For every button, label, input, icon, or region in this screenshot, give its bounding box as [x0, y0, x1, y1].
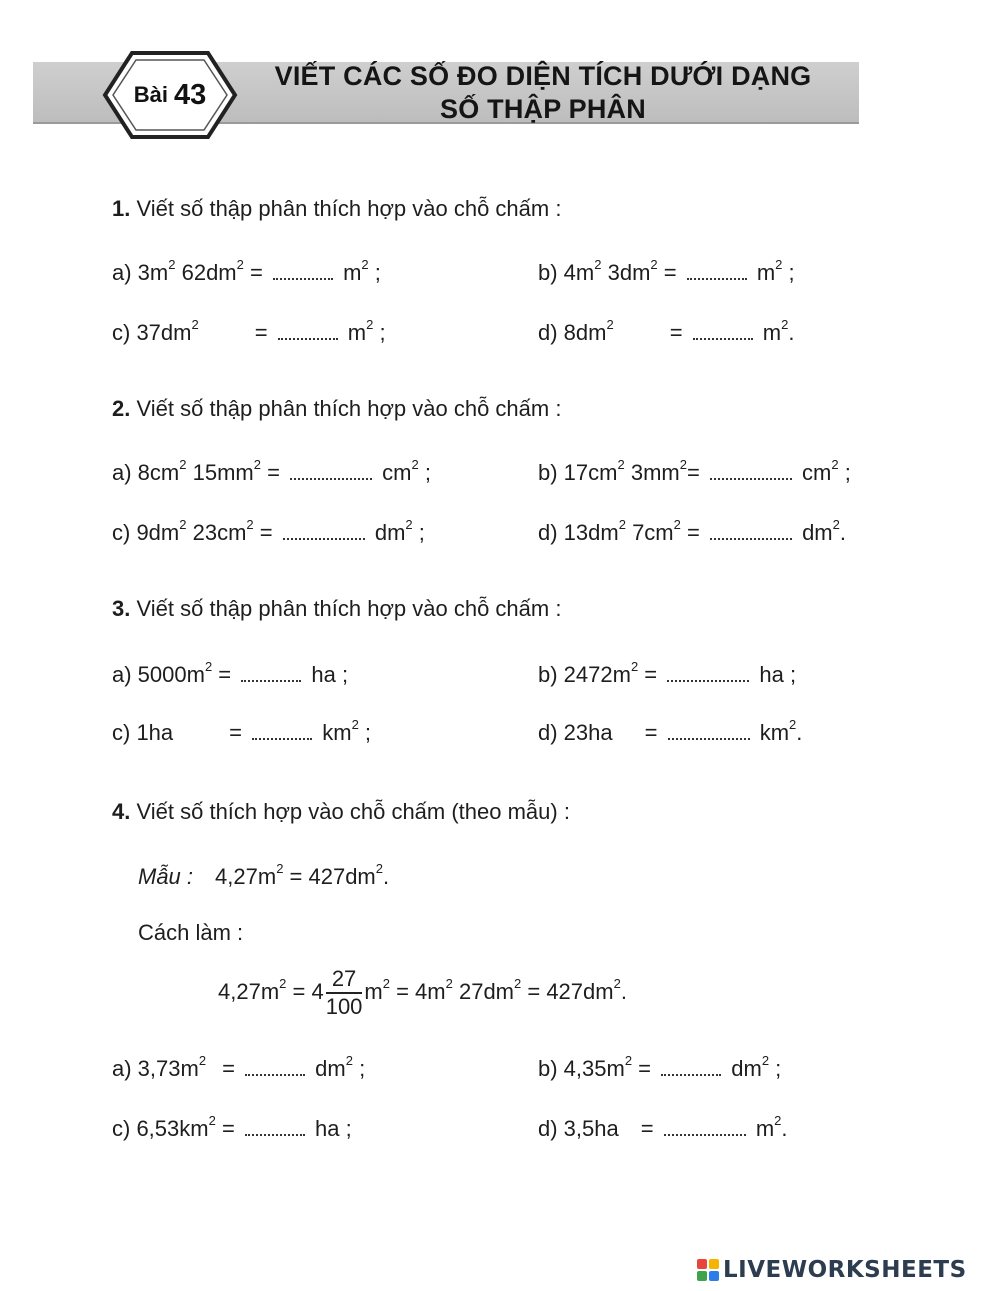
- item-term: 3mm: [624, 460, 680, 485]
- exercise-instruction: Viết số thập phân thích hợp vào chỗ chấm :: [136, 396, 562, 421]
- exponent: 2: [179, 517, 187, 532]
- method-label: Cách làm :: [138, 920, 244, 945]
- item-label: d) 13dm: [538, 520, 619, 545]
- answer-unit: dm: [725, 1056, 762, 1081]
- line-end: .: [839, 520, 846, 545]
- exponent: 2: [618, 517, 626, 532]
- line-end: .: [620, 978, 627, 1004]
- exponent: 2: [366, 317, 374, 332]
- exercise-1d: [538, 317, 795, 346]
- lesson-badge-word: Bài: [133, 82, 168, 107]
- exponent: 2: [761, 1053, 770, 1068]
- answer-blank[interactable]: [710, 472, 792, 480]
- line-end: ;: [769, 1056, 782, 1081]
- exponent: 2: [279, 975, 287, 991]
- line-end: .: [781, 1116, 788, 1141]
- liveworksheets-logo[interactable]: [697, 1255, 967, 1285]
- answer-blank[interactable]: [245, 1068, 305, 1076]
- item-label: a) 3,73m: [112, 1056, 199, 1081]
- answer-blank[interactable]: [278, 332, 338, 340]
- answer-blank[interactable]: [664, 1128, 746, 1136]
- exercise-3c: [112, 717, 372, 746]
- item-label: c) 6,53km: [112, 1116, 209, 1141]
- equals-sign: =: [254, 320, 274, 345]
- item-term: 23cm: [186, 520, 247, 545]
- answer-unit: dm: [309, 1056, 346, 1081]
- exponent: 2: [411, 457, 419, 472]
- exponent: 2: [630, 659, 639, 674]
- line-end: ;: [418, 460, 431, 485]
- line-end: .: [383, 864, 390, 889]
- exponent: 2: [781, 317, 789, 332]
- exercise-3-heading: [112, 596, 561, 622]
- item-term: 3dm: [601, 260, 651, 285]
- method-result: = 427dm: [521, 978, 614, 1004]
- answer-unit: ha ;: [305, 662, 349, 687]
- title-line-1: VIẾT CÁC SỐ ĐO DIỆN TÍCH DƯỚI DẠNG: [274, 61, 812, 91]
- answer-unit: dm: [368, 520, 406, 545]
- equals-sign: =: [640, 1116, 660, 1141]
- block-green: [697, 1271, 707, 1281]
- equals-sign: =: [632, 1056, 658, 1081]
- method-step: = 4m: [389, 978, 446, 1004]
- exercise-1-heading: [112, 196, 561, 222]
- exercise-number: 3.: [112, 596, 131, 621]
- equals-sign: =: [253, 520, 279, 545]
- equals-sign: =: [657, 260, 683, 285]
- example-rhs: = 427dm: [283, 864, 376, 889]
- answer-unit: m: [756, 320, 782, 345]
- lesson-badge: [102, 50, 238, 140]
- equals-sign: =: [229, 720, 249, 745]
- example-label: Mẫu :: [138, 864, 194, 889]
- answer-blank[interactable]: [693, 332, 753, 340]
- exercise-4a: [112, 1053, 366, 1082]
- answer-blank[interactable]: [290, 472, 372, 480]
- exercise-1b: [538, 257, 795, 286]
- item-label: d) 3,5ha: [538, 1116, 619, 1141]
- exponent: 2: [594, 257, 602, 272]
- line-end: .: [796, 720, 803, 745]
- exponent: 2: [236, 257, 244, 272]
- item-label: c) 9dm: [112, 520, 180, 545]
- item-label: d) 8dm: [538, 320, 607, 345]
- page-title: [238, 60, 848, 126]
- equals-sign: =: [260, 460, 287, 485]
- exercise-2b: [538, 457, 851, 486]
- exponent: 2: [831, 457, 839, 472]
- method-whole: = 4: [286, 978, 324, 1004]
- line-end: ;: [838, 460, 851, 485]
- exponent: 2: [789, 717, 797, 732]
- answer-unit: km: [753, 720, 790, 745]
- equals-sign: =: [638, 662, 664, 687]
- exponent: 2: [191, 317, 199, 332]
- exponent: 2: [375, 861, 383, 876]
- exponent: 2: [276, 861, 284, 876]
- equals-sign: =: [669, 320, 689, 345]
- item-label: b) 4,35m: [538, 1056, 625, 1081]
- exponent: 2: [204, 659, 213, 674]
- example-lhs: 4,27m: [215, 864, 277, 889]
- exponent: 2: [613, 975, 621, 991]
- exponent: 2: [832, 517, 840, 532]
- exponent: 2: [774, 1113, 782, 1128]
- answer-blank[interactable]: [273, 272, 333, 280]
- equals-sign: =: [222, 1056, 242, 1081]
- exponent: 2: [351, 717, 359, 732]
- exponent: 2: [345, 1053, 353, 1068]
- block-yellow: [709, 1259, 719, 1269]
- answer-unit: cm: [376, 460, 412, 485]
- exponent: 2: [198, 1053, 207, 1068]
- equals-sign: =: [680, 520, 706, 545]
- exercise-4c: [112, 1113, 352, 1142]
- line-end: .: [788, 320, 795, 345]
- exponent: 2: [624, 1053, 633, 1068]
- item-label: b) 2472m: [538, 662, 631, 687]
- answer-blank[interactable]: [667, 674, 749, 682]
- example-line: [138, 861, 390, 890]
- exercise-3a: [112, 659, 349, 688]
- equals-sign: =: [686, 460, 706, 485]
- line-end: ;: [373, 320, 386, 345]
- exercise-1a: [112, 257, 381, 286]
- line-end: ;: [368, 260, 381, 285]
- answer-blank[interactable]: [668, 732, 750, 740]
- exponent: 2: [179, 457, 187, 472]
- exercise-number: 2.: [112, 396, 131, 421]
- answer-unit: dm: [795, 520, 833, 545]
- exercise-2c: [112, 517, 425, 546]
- exercise-number: 4.: [112, 799, 131, 824]
- exponent: 2: [168, 257, 176, 272]
- title-line-2: SỐ THẬP PHÂN: [440, 94, 646, 124]
- item-label: a) 3m: [112, 260, 169, 285]
- exercise-2a: [112, 457, 431, 486]
- item-label: b) 4m: [538, 260, 595, 285]
- answer-unit: cm: [795, 460, 832, 485]
- item-label: d) 23ha: [538, 720, 613, 745]
- answer-unit: km: [316, 720, 352, 745]
- item-label: a) 5000m: [112, 662, 205, 687]
- answer-unit: ha ;: [753, 662, 797, 687]
- method-equation: [218, 966, 627, 1020]
- exponent: 2: [445, 975, 453, 991]
- line-end: ;: [782, 260, 795, 285]
- exponent: 2: [679, 457, 687, 472]
- exercise-2-heading: [112, 396, 561, 422]
- exponent: 2: [606, 317, 614, 332]
- exponent: 2: [208, 1113, 216, 1128]
- fraction-denominator: 100: [325, 994, 363, 1019]
- exponent: 2: [246, 517, 254, 532]
- exercise-number: 1.: [112, 196, 131, 221]
- exercise-instruction: Viết số thập phân thích hợp vào chỗ chấm :: [136, 196, 562, 221]
- blocks-icon: [697, 1259, 719, 1281]
- item-label: b) 17cm: [538, 460, 618, 485]
- equals-sign: =: [212, 662, 238, 687]
- answer-blank[interactable]: [710, 532, 792, 540]
- exercise-4d: [538, 1113, 788, 1142]
- answer-blank[interactable]: [661, 1068, 721, 1076]
- exercise-4-heading: [112, 799, 570, 825]
- exercise-3d: [538, 717, 803, 746]
- answer-unit: ha ;: [308, 1116, 352, 1141]
- method-unit: m: [364, 978, 383, 1004]
- exercise-2d: [538, 517, 846, 546]
- equals-sign: =: [215, 1116, 241, 1141]
- answer-unit: m: [749, 1116, 775, 1141]
- exponent: 2: [650, 257, 658, 272]
- method-lhs: 4,27m: [218, 978, 280, 1004]
- answer-unit: m: [750, 260, 776, 285]
- line-end: ;: [352, 1056, 366, 1081]
- item-label: c) 1ha: [112, 720, 174, 745]
- answer-blank[interactable]: [245, 1128, 305, 1136]
- exponent: 2: [775, 257, 783, 272]
- block-red: [697, 1259, 707, 1269]
- exercise-instruction: Viết số thích hợp vào chỗ chấm (theo mẫu) :: [136, 799, 570, 824]
- exercise-3b: [538, 659, 797, 688]
- answer-blank[interactable]: [687, 272, 747, 280]
- exponent: 2: [405, 517, 413, 532]
- exponent: 2: [361, 257, 369, 272]
- line-end: ;: [412, 520, 425, 545]
- fraction: [326, 966, 363, 1020]
- answer-blank[interactable]: [241, 674, 301, 682]
- exercise-4b: [538, 1053, 782, 1082]
- answer-blank[interactable]: [252, 732, 312, 740]
- line-end: ;: [358, 720, 372, 745]
- answer-unit: m: [341, 320, 367, 345]
- exponent: 2: [253, 457, 261, 472]
- equals-sign: =: [243, 260, 269, 285]
- item-term: 15mm: [186, 460, 254, 485]
- method-step: 27dm: [452, 978, 515, 1004]
- item-label: c) 37dm: [112, 320, 192, 345]
- exercise-1c: [112, 317, 386, 346]
- lesson-number: 43: [173, 78, 207, 111]
- exponent: 2: [514, 975, 522, 991]
- answer-unit: m: [336, 260, 362, 285]
- block-blue: [709, 1271, 719, 1281]
- item-term: 62dm: [175, 260, 237, 285]
- item-term: 7cm: [625, 520, 674, 545]
- exercise-instruction: Viết số thập phân thích hợp vào chỗ chấm :: [136, 596, 562, 621]
- item-label: a) 8cm: [112, 460, 180, 485]
- fraction-numerator: 27: [326, 966, 363, 994]
- answer-blank[interactable]: [283, 532, 365, 540]
- exponent: 2: [673, 517, 681, 532]
- equals-sign: =: [644, 720, 664, 745]
- exponent: 2: [382, 975, 390, 991]
- exponent: 2: [617, 457, 625, 472]
- brand-name: LIVEWORKSHEETS: [723, 1257, 967, 1283]
